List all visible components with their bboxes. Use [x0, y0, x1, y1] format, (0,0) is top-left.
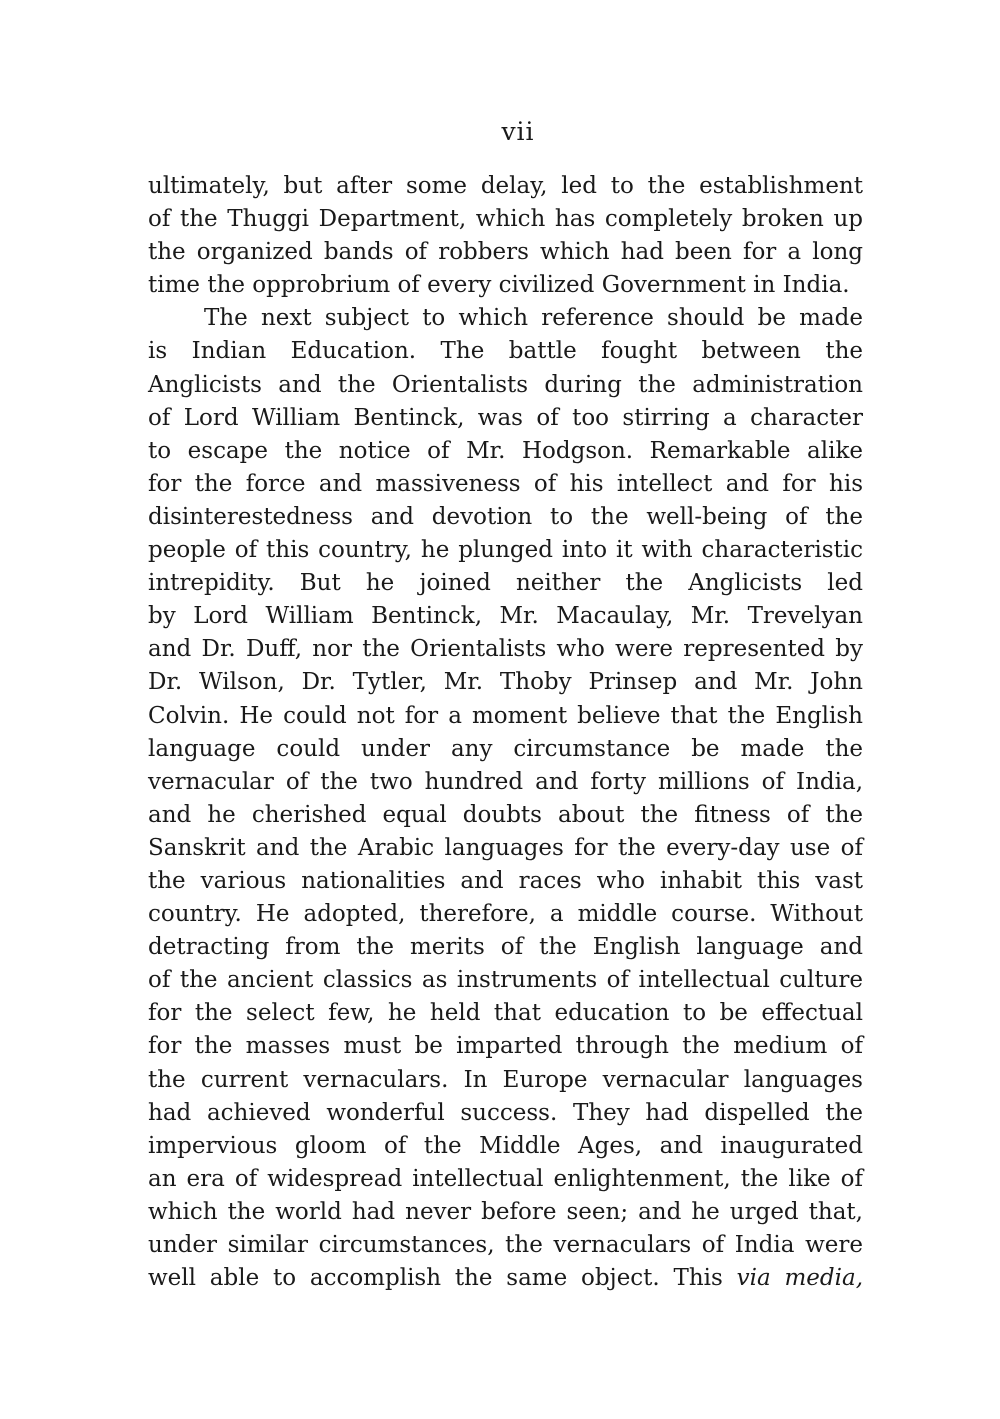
- text-line: the various nationalities and races who inhabit this vast: [148, 867, 863, 894]
- text-line: time the opprobrium of every civilized Government in India.: [148, 272, 850, 299]
- text-line: for the force and massiveness of his intellect and for his: [148, 470, 863, 497]
- text-line: disinterestedness and devotion to the well-being of the: [148, 503, 863, 530]
- text-line: ultimately, but after some delay, led to the establishment: [148, 173, 863, 199]
- body-text: [148, 170, 863, 1295]
- text-line: Colvin. He could not for a moment believe that the English: [148, 702, 863, 729]
- text-line: had achieved wonderful success. They had dispelled the: [148, 1099, 863, 1126]
- text-line: Dr. Wilson, Dr. Tytler, Mr. Thoby Prinsep and Mr. John: [148, 669, 863, 696]
- paragraph-first-line: The next subject to which reference should be made: [204, 305, 863, 332]
- text-line: an era of widespread intellectual enlightenment, the like of: [148, 1165, 863, 1192]
- text-line: Sanskrit and the Arabic languages for the every-day use of: [148, 834, 863, 861]
- page-number: vii: [501, 117, 535, 146]
- text-line: of Lord William Bentinck, was of too stirring a character: [148, 404, 863, 431]
- text-line: of the ancient classics as instruments of intellectual culture: [148, 967, 863, 994]
- text-line: under similar circumstances, the vernaculars of India were: [148, 1232, 863, 1258]
- text-line: which the world had never before seen; and he urged that,: [148, 1198, 863, 1225]
- text-line: the organized bands of robbers which had been for a long: [148, 239, 863, 266]
- text-line: the current vernaculars. In Europe vernacular languages: [148, 1066, 863, 1093]
- last-line-prefix: well able to accomplish the same object. This: [148, 1265, 723, 1292]
- text-line: for the select few, he held that education to be effectual: [148, 1000, 863, 1027]
- text-line: and he cherished equal doubts about the fitness of the: [148, 801, 863, 828]
- text-line: people of this country, he plunged into it with characteristic: [148, 537, 863, 564]
- last-text-line: [148, 1262, 863, 1295]
- text-line: by Lord William Bentinck, Mr. Macaulay, Mr. Trevelyan: [148, 603, 863, 630]
- text-line: intrepidity. But he joined neither the Anglicists led: [148, 570, 863, 597]
- text-line: and Dr. Duff, nor the Orientalists who were represented by: [148, 636, 863, 663]
- text-line: impervious gloom of the Middle Ages, and inaugurated: [148, 1132, 863, 1159]
- text-line: of the Thuggi Department, which has completely broken up: [148, 206, 863, 233]
- text-line: for the masses must be imparted through the medium of: [148, 1033, 863, 1060]
- text-line: language could under any circumstance be made the: [148, 735, 863, 762]
- text-line: Anglicists and the Orientalists during the administration: [148, 371, 863, 398]
- text-line: detracting from the merits of the English language and: [148, 934, 863, 961]
- text-line: vernacular of the two hundred and forty millions of India,: [148, 768, 863, 795]
- text-line: is Indian Education. The battle fought between the: [148, 338, 863, 365]
- last-line-italic: via media,: [736, 1265, 864, 1292]
- text-line: country. He adopted, therefore, a middle course. Without: [148, 901, 863, 928]
- text-line: to escape the notice of Mr. Hodgson. Remarkable alike: [148, 437, 863, 464]
